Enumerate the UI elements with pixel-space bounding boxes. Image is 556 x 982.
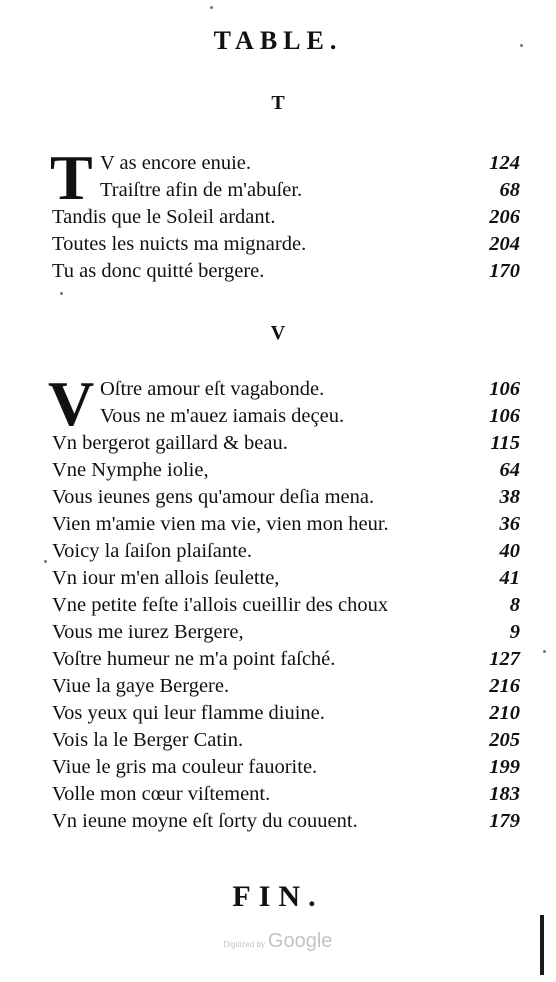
entry-page-number: 179 — [489, 810, 520, 832]
entry-page-number: 206 — [489, 206, 520, 228]
entry-page-number: 210 — [489, 702, 520, 724]
entry-title: Vois la le Berger Catin. — [52, 729, 244, 751]
entry-title: V as encore enuie. — [100, 152, 252, 174]
table-entry — [52, 808, 522, 835]
entry-title: Voſtre humeur ne m'a point faſché. — [52, 648, 336, 670]
table-entry — [52, 538, 522, 565]
dropcap-t: T — [50, 142, 93, 213]
entry-title: Oſtre amour eſt vagabonde. — [100, 378, 325, 400]
table-entry — [52, 204, 522, 231]
table-entry — [52, 511, 522, 538]
entry-page-number: 106 — [489, 405, 520, 427]
entry-title: Tandis que le Soleil ardant. — [52, 206, 276, 228]
entry-page-number: 68 — [499, 179, 520, 201]
entry-title: Vos yeux qui leur flamme diuine. — [52, 702, 325, 724]
entry-page-number: 183 — [489, 783, 520, 805]
entry-title: Vous ieunes gens qu'amour deſia mena. — [52, 486, 375, 508]
entry-title: Traiſtre afin de m'abuſer. — [100, 179, 303, 201]
ink-speck — [520, 44, 523, 47]
ink-speck — [210, 6, 213, 9]
table-entry — [52, 376, 522, 403]
entry-page-number: 205 — [489, 729, 520, 751]
table-entry — [52, 457, 522, 484]
table-entry — [52, 673, 522, 700]
entry-title: Vn bergerot gaillard & beau. — [52, 432, 288, 454]
entry-page-number: 124 — [489, 152, 520, 174]
entry-title: Viue la gaye Bergere. — [52, 675, 230, 697]
entry-title: Volle mon cœur viſtement. — [52, 783, 271, 805]
table-entry — [52, 403, 522, 430]
table-entry — [52, 646, 522, 673]
entry-title: Vn iour m'en allois ſeulette, — [52, 567, 280, 589]
entry-page-number: 64 — [499, 459, 520, 481]
digitization-watermark — [0, 930, 556, 953]
entry-title: Vne Nymphe iolie, — [52, 459, 209, 481]
entry-title: Voicy la ſaiſon plaiſante. — [52, 540, 253, 562]
entry-page-number: 38 — [499, 486, 520, 508]
section-t-entries — [52, 150, 522, 285]
table-entry — [52, 231, 522, 258]
table-entry — [52, 754, 522, 781]
ink-speck — [543, 650, 546, 653]
table-entry — [52, 565, 522, 592]
running-head: TABLE. — [213, 26, 343, 55]
table-entry — [52, 484, 522, 511]
entry-page-number: 127 — [489, 648, 520, 670]
table-entry — [52, 727, 522, 754]
entry-page-number: 9 — [509, 621, 520, 643]
entry-title: Vien m'amie vien ma vie, vien mon heur. — [52, 513, 389, 535]
ink-speck — [60, 292, 63, 295]
section-letter-t: T — [271, 92, 285, 114]
table-entry — [52, 619, 522, 646]
entry-page-number: 106 — [489, 378, 520, 400]
entry-title: Vous me iurez Bergere, — [52, 621, 244, 643]
entry-title: Vne petite feſte i'allois cueillir des choux — [52, 594, 389, 616]
section-v-entries — [52, 376, 522, 835]
watermark-prefix: Digitized by — [223, 940, 265, 949]
entry-title: Toutes les nuicts ma mignarde. — [52, 233, 307, 255]
watermark-brand: Google — [267, 930, 333, 952]
entry-title: Vous ne m'auez iamais deçeu. — [100, 405, 345, 427]
entry-page-number: 115 — [490, 432, 520, 454]
entry-page-number: 41 — [499, 567, 520, 589]
table-entry — [52, 258, 522, 285]
entry-page-number: 36 — [499, 513, 520, 535]
table-entry — [52, 781, 522, 808]
entry-page-number: 170 — [489, 260, 520, 282]
entry-page-number: 8 — [509, 594, 520, 616]
entry-page-number: 199 — [489, 756, 520, 778]
entry-page-number: 216 — [489, 675, 520, 697]
entry-title: Tu as donc quitté bergere. — [52, 260, 265, 282]
ink-speck — [44, 560, 47, 563]
end-mark: FIN. — [232, 880, 324, 913]
table-entry — [52, 430, 522, 457]
table-entry — [52, 700, 522, 727]
table-entry — [52, 150, 522, 177]
entry-page-number: 40 — [499, 540, 520, 562]
table-entry — [52, 592, 522, 619]
entry-page-number: 204 — [489, 233, 520, 255]
dropcap-v: V — [48, 368, 95, 439]
entry-title: Vn ieune moyne eſt ſorty du couuent. — [52, 810, 358, 832]
entry-title: Viue le gris ma couleur fauorite. — [52, 756, 318, 778]
table-entry — [52, 177, 522, 204]
section-letter-v: V — [270, 322, 286, 344]
page-edge-mark — [540, 915, 544, 975]
